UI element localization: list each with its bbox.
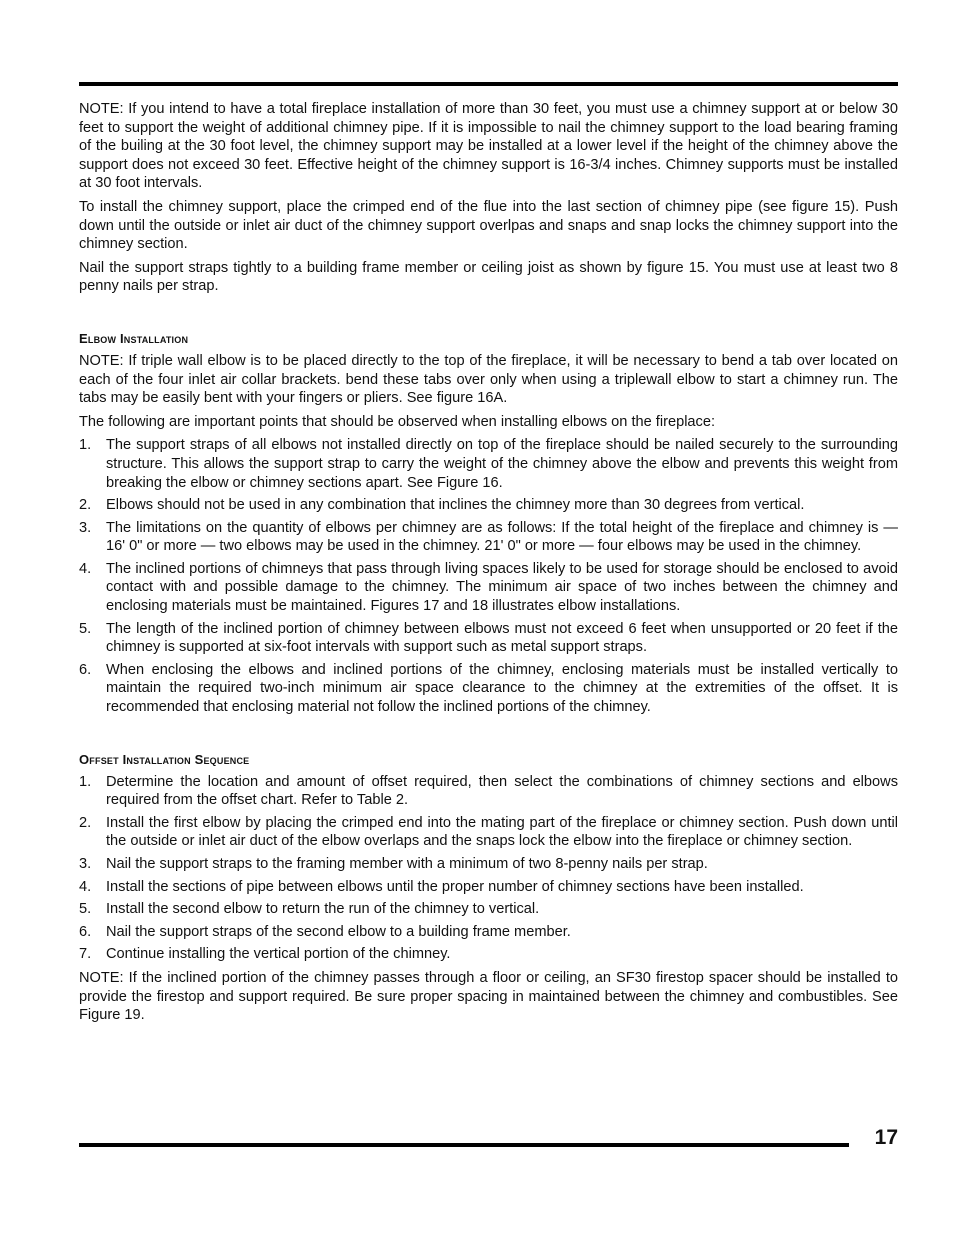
- list-item-text: The length of the inclined portion of chimney between elbows must not exceed 6 feet when unsupported or 20 feet if the chimney is supported at six-foot intervals with support such as metal support straps.: [106, 620, 898, 656]
- footer-rule: [79, 1143, 849, 1147]
- support-nail-paragraph: Nail the support straps tightly to a building frame member or ceiling joist as shown by figure 15. You must use at least two 8 penny nails per strap.: [79, 259, 898, 295]
- list-item-text: The limitations on the quantity of elbows per chimney are as follows: If the total height of the fireplace and chimney is — 16' 0" or more — two elbows may be used in the chimney. 21' 0" or more — four elbows may be used in the chimney.: [106, 519, 898, 555]
- list-item-text: Install the first elbow by placing the crimped end into the mating part of the fireplace or chimney section. Push down until the outside or inlet air duct of the elbow overlaps and the snaps lock the elbow into the fireplace or chimney section.: [106, 814, 898, 850]
- list-item-text: Elbows should not be used in any combination that inclines the chimney more than 30 degrees from vertical.: [106, 497, 805, 514]
- list-item-text: Install the sections of pipe between elbows until the proper number of chimney sections have been installed.: [106, 878, 804, 895]
- list-item-text: Determine the location and amount of offset required, then select the combinations of chimney sections and elbows required from the offset chart. Refer to Table 2.: [106, 773, 898, 809]
- list-item: [79, 814, 898, 851]
- list-item-number: 6.: [79, 661, 92, 678]
- list-item: [79, 945, 898, 964]
- support-note-paragraph: NOTE: If you intend to have a total fireplace installation of more than 30 feet, you must use a chimney support at or below 30 feet to support the weight of additional chimney pipe. If it is impossible to nail the chimney support to the load bearing framing of the builing at the 30 foot level, the chimney support may be installed at a lower level if the height of the chimney above the support does not exceed 30 feet. Effective height of the chimney support is 16-3/4 inches. Chimney supports must be installed at 30 foot intervals.: [79, 101, 898, 192]
- list-item-number: 6.: [79, 923, 92, 940]
- list-item-number: 2.: [79, 497, 92, 514]
- firestop-note-paragraph: NOTE: If the inclined portion of the chimney passes through a floor or ceiling, an SF30 firestop spacer should be installed to provide the firestop and support required. Be sure proper spacing in maintained between the chimney and combustibles. See Figure 19.: [79, 969, 898, 1024]
- list-item: [79, 496, 898, 515]
- list-item-number: 5.: [79, 901, 92, 918]
- offset-steps-list: [79, 773, 898, 964]
- elbow-intro-paragraph: The following are important points that should be observed when installing elbows on the fireplace:: [79, 413, 716, 430]
- elbow-installation-heading: Elbow Installation: [79, 330, 189, 346]
- list-item-text: Install the second elbow to return the run of the chimney to vertical.: [106, 901, 540, 918]
- elbow-note-paragraph: NOTE: If triple wall elbow is to be placed directly to the top of the fireplace, it will be necessary to bend a tab over located on each of the four inlet air collar brackets. bend these tabs over only when using a triplewall elbow to start a chimney run. The tabs may be easily bent with your fingers or pliers. See figure 16A.: [79, 352, 898, 407]
- header-rule: [79, 82, 898, 86]
- list-item-number: 3.: [79, 519, 92, 536]
- list-item-number: 4.: [79, 878, 92, 895]
- offset-installation-heading: Offset Installation Sequence: [79, 751, 250, 767]
- list-item-number: 2.: [79, 814, 92, 831]
- page-number: 17: [874, 1126, 898, 1149]
- list-item-text: Nail the support straps to the framing member with a minimum of two 8-penny nails per strap.: [106, 856, 708, 872]
- list-item-text: When enclosing the elbows and inclined portions of the chimney, enclosing materials must be installed vertically to maintain the required two-inch minimum air space clearance to the chimney at the extremities of the offset. It is recommended that enclosing material not follow the inclined portions of the chimney.: [106, 661, 898, 716]
- list-item-text: Continue installing the vertical portion of the chimney.: [106, 946, 451, 963]
- list-item: [79, 900, 898, 919]
- list-item-text: The support straps of all elbows not installed directly on top of the fireplace should be nailed securely to the surrounding structure. This allows the support strap to carry the weight of the chimney above the elbow and prevents this weight from breaking the elbow or chimney sections apart. See Figure 16.: [106, 437, 898, 491]
- list-item-number: 1.: [79, 773, 92, 790]
- list-item: [79, 923, 898, 942]
- list-item-number: 4.: [79, 560, 92, 577]
- list-item: [79, 436, 898, 492]
- list-item: [79, 661, 898, 717]
- list-item: [79, 560, 898, 616]
- support-install-paragraph: To install the chimney support, place the crimped end of the flue into the last section of chimney pipe (see figure 15). Push down until the outside or inlet air duct of the chimney support overlpas and snaps and snap locks the chimney support into the chimney section.: [79, 198, 898, 253]
- list-item-number: 3.: [79, 856, 92, 872]
- list-item: [79, 855, 898, 874]
- list-item-text: The inclined portions of chimneys that pass through living spaces likely to be used for storage should be enclosed to avoid contact with and possible damage to the chimney. The minimum air space of two inches between the chimney and enclosing materials must be maintained. Figures 17 and 18 illustrates elbow installations.: [106, 560, 898, 615]
- list-item: [79, 519, 898, 556]
- page-body: [79, 100, 898, 1030]
- elbow-points-list: [79, 436, 898, 716]
- list-item-number: 5.: [79, 620, 92, 637]
- list-item-text: Nail the support straps of the second elbow to a building frame member.: [106, 923, 571, 940]
- list-item-number: 1.: [79, 437, 92, 454]
- list-item: [79, 878, 898, 897]
- list-item: [79, 620, 898, 657]
- list-item: [79, 773, 898, 810]
- list-item-number: 7.: [79, 946, 92, 963]
